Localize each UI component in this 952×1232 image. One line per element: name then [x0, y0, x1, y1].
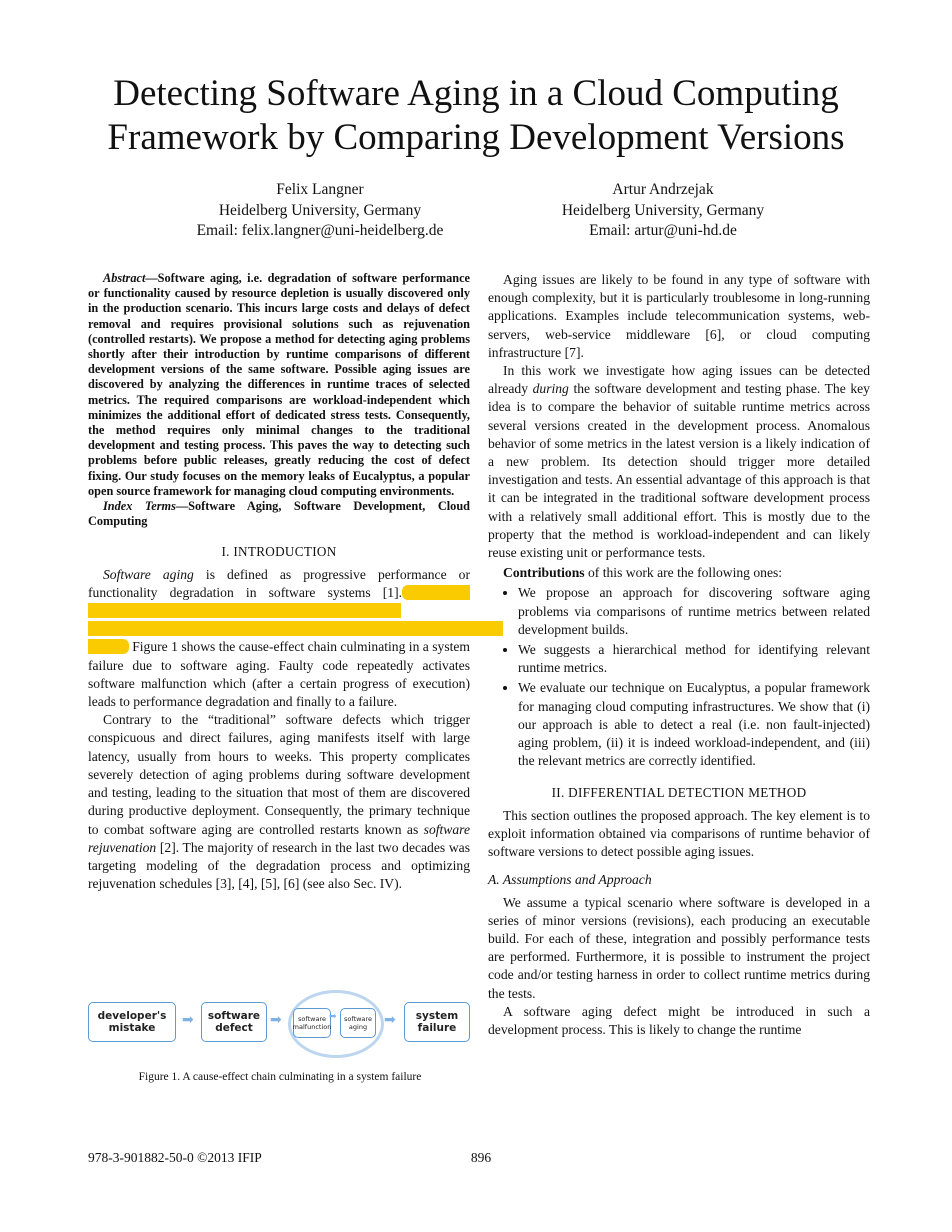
box-developers-mistake: developer's mistake [88, 1002, 176, 1042]
method-paragraph-3: A software aging defect might be introduced in such a development process. This is likely to change the runtime [488, 1003, 870, 1037]
index-terms-text: —Software Aging, Software Development, Cloud Computing [88, 499, 471, 529]
arrow-icon: ➡ [270, 1012, 282, 1028]
abstract-label: Abstract [103, 271, 146, 285]
box-system-failure: system failure [404, 1002, 470, 1042]
right-paragraph-2 [488, 362, 870, 562]
arrow-icon: ➡ [329, 1012, 337, 1022]
intro2-text-b: [2]. The majority of research in the last two decades was targeting modeling of the degradation process and optimizing rejuvenation schedules [3], [4], [5], [6] (see also Sec. IV). [88, 839, 470, 892]
author-block-1 [140, 180, 500, 242]
subsection-heading: A. Assumptions and Approach [488, 872, 652, 888]
author-name: Felix Langner [276, 181, 364, 198]
method-paragraph-1: This section outlines the proposed approach. The key element is to exploit information obtained via comparisons of runtime behavior of software versions to detect possible aging issues. [488, 807, 870, 860]
box-software-malfunction: software malfunction [293, 1008, 331, 1038]
author-email: Email: artur@uni-hd.de [589, 222, 737, 239]
list-item: • We suggests a hierarchical method for identifying relevant runtime metrics. [518, 641, 870, 677]
footer-isbn: 978-3-901882-50-0 ©2013 IFIP [88, 1150, 262, 1165]
intro-text-a: is defined as progressive performance or functionality degradation in software systems [1]. [88, 566, 470, 600]
figure-1-caption: Figure 1. A cause-effect chain culminating in a system failure [138, 1071, 422, 1083]
paper-title [0, 72, 952, 160]
figure-1-diagram [88, 990, 472, 1060]
left-column [88, 271, 470, 893]
contributions-list [488, 584, 870, 770]
arrow-icon: ➡ [182, 1012, 194, 1028]
intro-text-b: Figure 1 shows the cause-effect chain culminating in a system failure due to software aging. Faulty code repeatedly activates software malfunction which (after a certain progress of execution) leads to performance degradation and finally to a failure. [88, 639, 470, 710]
author-email: Email: felix.langner@uni-heidelberg.de [196, 222, 444, 239]
list-item: • We propose an approach for discovering software aging problems via comparisons of runtime metrics between related development builds. [518, 584, 870, 639]
intro-paragraph-2 [88, 711, 470, 893]
page-number: 896 [470, 1150, 492, 1165]
right-paragraph-1: Aging issues are likely to be found in any type of software with enough complexity, but it is particularly troublesome in long-running applications. Examples include telecommunication systems, web-servers, web-service middleware [6], or cloud computing infrastructure [7]. [488, 272, 870, 360]
right2-text-a: In this work we investigate how aging issues can be detected already [488, 363, 870, 397]
intro-paragraph-1 [88, 566, 470, 712]
list-item: • We evaluate our technique on Eucalyptus, a popular framework for managing cloud computing infrastructures. We show that (i) our approach is able to detect a real (i.e. non fault-injected) aging problem, (ii) it is indeed workload-independent, and (iii) the relevant metrics are correctly identified. [518, 679, 870, 770]
index-terms-label: Index Terms [103, 499, 176, 514]
author-affiliation: Heidelberg University, Germany [561, 201, 765, 219]
arrow-icon: ➡ [384, 1012, 396, 1028]
contributions-text: of this work are the following ones: [584, 565, 783, 581]
box-software-aging: software aging [340, 1008, 376, 1038]
author-affiliation: Heidelberg University, Germany [218, 201, 422, 219]
right-column [488, 271, 870, 1039]
author-name: Artur Andrzejak [612, 181, 714, 198]
intro-em: Software aging [103, 566, 194, 582]
intro2-text-a: Contrary to the “traditional” software defects which trigger conspicuous and direct failures, aging manifests itself with large latency, usually from hours to weeks. This property complicates severely detection of aging problems during software development and testing, leading to the situation that most of them are discovered during productive deployment. Consequently, the primary technique to combat software aging are controlled restarts known as [88, 712, 470, 837]
title-line-1: Detecting Software Aging in a Cloud Computing [113, 73, 839, 114]
section-heading-method: II. DIFFERENTIAL DETECTION METHOD [551, 785, 807, 801]
abstract [88, 271, 470, 499]
index-terms [88, 499, 470, 529]
author-block-2 [483, 180, 843, 242]
right2-em: during [532, 381, 569, 397]
box-software-defect: software defect [201, 1002, 267, 1042]
abstract-text: —Software aging, i.e. degradation of software performance or functionality caused by resource depletion is usually discovered only in the production scenario. This incurs large costs and delays of defect removal and requires provisional solutions such as rejuvenation (controlled restarts). We propose a method for detecting aging problems shortly after their introduction by runtime comparisons of different development versions of the same software. Possible aging issues are discovered by analyzing the differences in runtime traces of selected metrics. The required comparisons are workload-independent which minimizes the additional effort of dedicated stress tests. Consequently, the method requires only minimal changes to the traditional development and testing process. This paves the way to detecting such problems before public releases, greatly reducing the cost of defect fixing. Our study focuses on the memory leaks of Eucalyptus, a popular open source framework for managing cloud computing environments. [88, 271, 470, 498]
title-line-2: Framework by Comparing Development Versions [107, 117, 845, 158]
contributions-intro [488, 564, 870, 582]
method-paragraph-2: We assume a typical scenario where software is developed in a series of minor versions (revisions), each producing an executable build. For each of these, integration and possibly performance tests are performed. Furthermore, it is possible to instrument the project code and/or testing harness in order to collect runtime metrics during the tests. [488, 894, 870, 1001]
intro2-em: software rejuvenation [88, 821, 470, 855]
right2-text-b: the software development and testing phase. The key idea is to compare the behavior of suitable runtime metrics across several versions created in the development process. Anomalous behavior of some metrics in the latest version is a likely indication of a new problem. Its detection should trigger more detailed investigation and tests. An essential advantage of this approach is that it can be integrated in the traditional software development process with a relatively small additional effort. This is mostly due to the property that the method is workload-independent and can likely reuse existing unit or performance tests. [488, 381, 870, 561]
section-heading-introduction: I. INTRODUCTION [221, 544, 337, 560]
contributions-label: Contributions [503, 565, 585, 581]
